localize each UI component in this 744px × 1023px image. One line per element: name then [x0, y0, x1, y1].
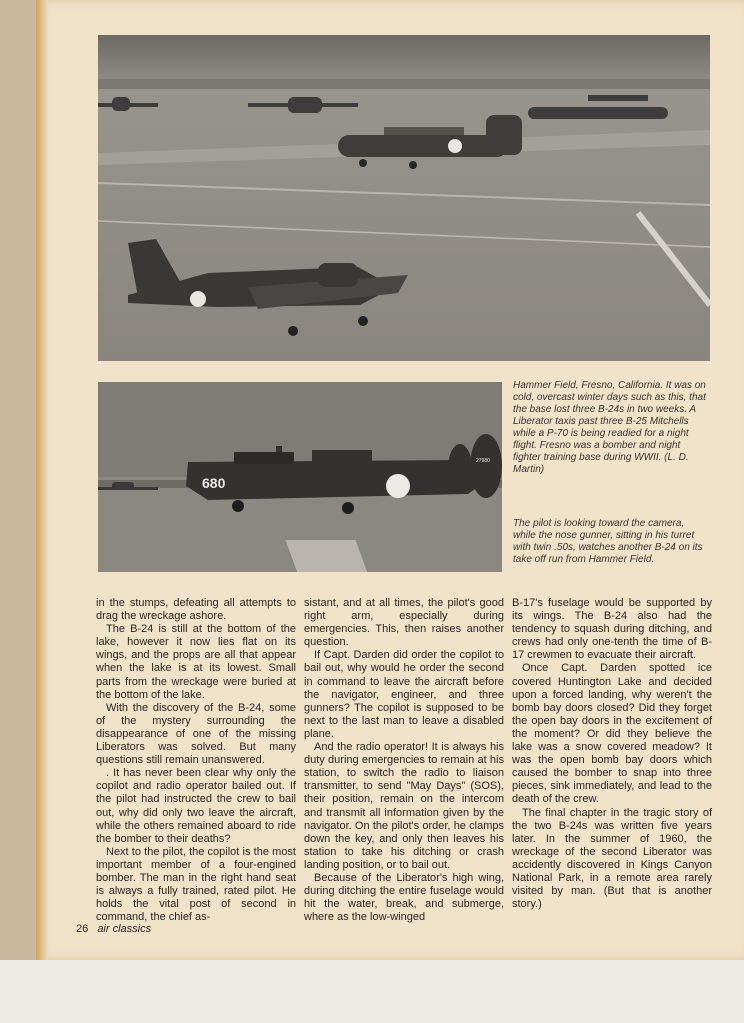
paragraph: The B-24 is still at the bottom of the lake, however it now lies flat on its wings, and the props are all that appear when the lake is at its lowest. Small parts from the wreckage were buried at the bottom of the lake.: [96, 623, 296, 701]
page-edge: [36, 0, 48, 960]
paragraph: Because of the Liberator's high wing, during ditching the entire fuselage would hit the water, break, and submerge, where as the low-winged: [304, 871, 504, 924]
article-column-2: [304, 597, 504, 922]
paragraph: The final chapter in the tragic story of the two B-24s was written five years later. In the summer of 1960, the wreckage of the second Liberator was accidently discovered in Kings Canyon National Park, in a remote area rarely visited by man. (But that is another story.): [512, 806, 712, 911]
paragraph: Once Capt. Darden spotted ice covered Huntington Lake and decided upon a forced landing, why weren't the bomb bay doors closed? Did they forget the open bay doors in the excitement of the moment? Or did they believe the lake was a snow covered meadow? It was the open bomb bay doors which caused the bomber to snap into three pieces, sink immediately, and lead to the death of the crew.: [512, 662, 712, 806]
page-number: 26: [76, 923, 89, 935]
caption-hammer-field: Hammer Field, Fresno, California. It was on cold, overcast winter days such as this, that the base lost three B-24s in two weeks. A Liberator taxis past three B-25 Mitchells while a P-70 is being readied for a night flight. Fresno was a bomber and night fighter training base during WWII. (L. D. Martin): [513, 380, 706, 475]
page-footer: [76, 923, 151, 935]
paragraph: With the discovery of the B-24, some of the mystery surrounding the disappearance of one of the missing Liberators was solved. But many questions still remain unanswered.: [96, 701, 296, 767]
paragraph: . It has never been clear why only the copilot and radio operator bailed out. If the pilot had instructed the crew to bail out, why did only two leave the aircraft, while the others remained aboard to ride the bomber to their deaths?: [96, 767, 296, 845]
paragraph: Next to the pilot, the copilot is the most important member of a four-engined bomber. The man in the right hand seat is always a fully trained, rated pilot. He holds the vital post of second in command, the chief as-: [96, 845, 296, 924]
article-column-1: [96, 597, 296, 922]
caption-pilot-nose-gunner: The pilot is looking toward the camera, while the nose gunner, sitting in his turret with twin .50s, watches another B-24 on its take off run from Hammer Field.: [513, 518, 703, 565]
paragraph: If Capt. Darden did order the copilot to bail out, why would he order the second in command to leave the aircraft before the navigator, engineer, and three gunners? The copilot is supposed to be next to the last man to leave a disabled plane.: [304, 649, 504, 740]
paragraph: sistant, and at all times, the pilot's good right arm, especially during emergencies. This, then raises another question.: [304, 597, 504, 649]
publication-title: air classics: [97, 923, 152, 935]
photo-nose-number: 680: [202, 475, 226, 491]
article-body: [96, 597, 712, 922]
paragraph: And the radio operator! It is always his duty during emergencies to remain at his station, to switch the radio to liaison transmitter, to send "May Days" (SOS), their position, remain on the intercom and transmit all information given by the navigator. On the pilot's order, he clamps down the key, and only then leaves his station to take his ditching or crash landing position, or to bail out.: [304, 741, 504, 871]
paragraph: in the stumps, defeating all attempts to drag the wreckage ashore.: [96, 597, 296, 623]
photo-hammer-field-airfield: [98, 35, 710, 361]
paragraph: B-17's fuselage would be supported by its wings. The B-24 also had the tendency to squash during ditching, and crews had only one-tenth the time of B-17 crewmen to evacuate their aircraft.: [512, 597, 712, 662]
article-column-3: [512, 597, 712, 922]
scan-background: [0, 960, 744, 1023]
photo-tail-number: 27980: [476, 458, 490, 464]
photo-b24-liberator: [98, 382, 502, 572]
